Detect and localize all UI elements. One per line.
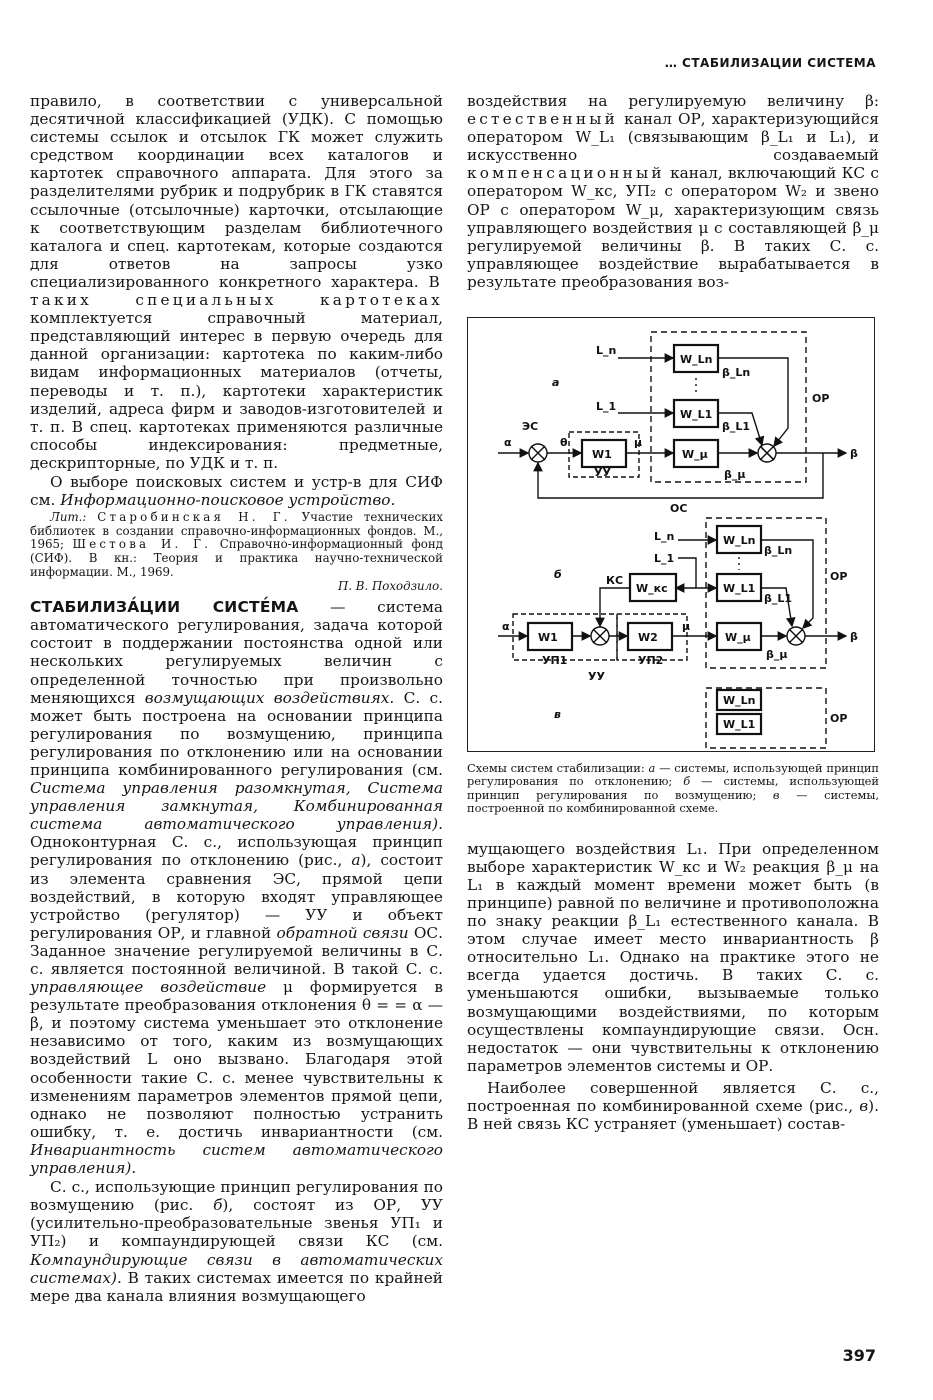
alpha-label-a: α [504,436,512,450]
w-mu-label-a: W_μ [682,448,708,462]
figure-caption [467,762,879,816]
ln-label-a: L_n [596,344,617,358]
page-number: 397 [842,1346,876,1365]
text: О выборе поисковых систем и устр-в для СИФ см. [30,472,443,510]
mu-label-b: μ [682,620,691,634]
cross-reference[interactable]: обратной связи [276,923,409,942]
left-column [30,92,443,1305]
beta-mu-label-a: β_μ [724,468,746,482]
or-label-b: ОР [830,570,848,584]
uu-label-b: УУ [588,670,605,684]
figure-ref: б [683,774,691,789]
figure-ref: а [351,851,361,870]
text: ). В ней связь КС устраняет (уменьшает) состав- [467,1096,879,1134]
paragraph-invariance: мущающего воздействия L₁. При определенном выборе характеристик W_кс и W₂ реакция β_μ на L₁ в каждый момент времени может быть (в принципе) равной по величине и противоположна по знаку реакции β_L₁ естественного канала. В этом случае имеет место инвариантность β относительно L₁. Однако на практике этого не всегда удается достичь. В таких С. с. уменьшаются ошибки, вызываемые только возмущающими воздействиями, по которым осуществлены компаундирующие связи. Осн. недостаток — они чувствительны к отклонению параметров элементов системы и ОР. [467,839,879,1075]
text: Схемы систем стабилизации: [467,761,645,776]
text-spaced: В таких специальных картотеках [30,272,443,310]
text-spaced: естественный [467,110,618,129]
text: Справочно-информационный фонд (СИФ). В кн.: Теория и практика научно-технической информации. М., 1969. [30,537,443,579]
label-c: в [554,708,561,722]
beta-ln-label-a: β_Ln [722,366,751,380]
headword: СТАБИЛИЗА́ЦИИ СИСТЕ́МА [30,598,299,617]
cross-reference[interactable]: управляющее воздействие [30,978,267,997]
or-label-c: ОР [830,712,848,726]
w-l1-label-a: W_L1 [680,408,713,422]
lit-author: Старобинская Н. Г. [97,510,291,525]
ks-label-b: КС [606,574,624,588]
lit-label: Лит.: [50,510,87,525]
text: Участие технических библиотек в создании справочно-информационных фондов. М., 1965; [30,510,444,552]
figure-ref: б [213,1196,223,1215]
figure-ref: в [772,787,780,802]
text: В таких системах имеется по крайней мере два канала влияния возмущающего [30,1268,443,1305]
cross-reference[interactable]: возмущающих воздействиях. [144,688,395,707]
beta-ln-label-b: β_Ln [764,544,793,558]
text: μ формируется в результате преобразования отклонения θ = = α — β, и поэтому система уменьшает это отклонение независимо от того, каким из возмущающих воздействий L оно вызвано. Благодаря этой особенности такие С. с. менее чувствительны к изменениям параметров элементов прямой цепи, однако не позволяют полностью устранить ошибку, т. е. достичь инвариантности (см. [30,978,443,1141]
w-l1-label-c: W_L1 [723,718,756,732]
figure-block-diagrams [467,317,875,752]
cross-reference[interactable]: Информационно-поисковое устройство. [60,491,396,510]
w-ks-label-b: W_кс [636,582,668,596]
w-ln-label-c: W_Ln [723,694,756,708]
uu-label-a: УУ [594,466,611,480]
es-label-a: ЭС [522,420,539,434]
beta-label-a: β [850,447,858,461]
text: правило, в соответствии с универсальной десятичной классификацией (УДК). С помощью системы ссылок и отсылок ГК может служить средством координации всех каталогов и картотек справочного аппарата. Для этого за разделителями рубрик и подрубрик в ГК ставятся ссылочные (отсылочные) карточки, отсылающие к соответствующим разделам библиотечного каталога и спец. картотекам, которые создаются для ответов на запросы узко специализированного конкретного характера. [30,92,443,291]
up1-label-b: УП1 [542,654,568,668]
paragraph-continued [30,92,443,472]
text: — системы, использующей принцип регулирования по возмущению; [467,774,880,802]
running-head: … СТАБИЛИЗАЦИИ СИСТЕМА [664,56,876,70]
text: ), состоят из ОР, УУ (усилительно-преобразовательные звенья УП₁ и УП₂) и компаундирующей связи КС (см. [30,1196,443,1251]
text: комплектуется справочный материал, представляющий интерес в первую очередь для данной организации: картотека по каким-либо видам информационных материалов (отчеты, переводы и т. п.), картотеки характеристик изделий, адреса фирм и заводов-изготовителей и т. п. В спец. картотеках применяются различные способы индексирования: предметные, дескрипторные, по УДК и т. п. [30,309,443,472]
cross-reference[interactable]: Компаундирующие связи в автоматических системах). [30,1250,443,1287]
diagrams-svg [468,318,874,751]
or-label-a: ОР [812,392,830,406]
beta-mu-label-b: β_μ [766,648,788,662]
label-a: а [552,376,560,390]
figure-ref: в [859,1096,869,1115]
text: ), состоит из элемента сравнения ЭС, прямой цепи воздействий, в которую входят управляющее устройство (регулятор) — УУ и объект регулирования ОР, и главной [30,851,443,942]
text: канал, включающий КС с оператором W_кс, УП₂ с оператором W₂ и звено ОР с оператором W_μ, характеризующим связь управляющего воздействия μ с составляющей β_μ регулируемой величины β. В таких С. с. управляющее воздействие вырабатывается в результате преобразования воз- [467,164,879,291]
text: С. с., использующие принцип регулирования по возмущению (рис. [30,1178,443,1215]
w-ln-label-a: W_Ln [680,353,713,367]
text: ОС. Заданное значение регулируемой величины в С. с. является постоянной величиной. В такой С. с. [30,923,443,978]
w-l1-label-b: W_L1 [723,582,756,596]
text: Наиболее совершенной является С. с., построенная по комбинированной схеме (рис., [467,1078,879,1115]
paragraph-see-also [30,473,443,509]
theta-label-a: θ [560,436,568,450]
text: канал ОР, характеризующийся оператором W_L₁ (связывающим β_L₁ и L₁), и искусственно создаваемый [467,110,879,165]
article-stabilization-system [30,598,443,1177]
beta-label-b: β [850,630,858,644]
mu-label-a: μ [634,436,643,450]
text: — система автоматического регулирования, задача которой состоит в поддержании постоянства одной или нескольких регулируемых величин с определенной точностью при произвольно меняющихся [30,598,443,707]
paragraph-channels [467,92,879,291]
lit-author: Шестова И. Г. [72,537,212,552]
beta-l1-label-b: β_L1 [764,592,793,606]
up2-label-b: УП2 [638,654,664,668]
ln-label-b: L_n [654,530,675,544]
paragraph-disturbance [30,1178,443,1305]
text: С. с. может быть построена на основании принципа регулирования по возмущению, принципа регулирования по отклонению или на основании принципа комбинированного регулирования (см. [30,688,443,779]
author-signature: П. В. Походзило. [338,579,443,594]
cross-reference[interactable]: Инвариантность систем автоматического управления). [30,1140,443,1178]
right-column [467,92,879,1133]
l1-label-b: L_1 [654,552,675,566]
w2-label-b: W2 [638,631,658,645]
figure-ref: а [648,761,656,776]
text: воздействия на регулируемую величину β: [467,92,879,110]
literature [30,511,443,579]
w1-label-b: W1 [538,631,558,645]
paragraph-combined [467,1079,879,1133]
cross-reference[interactable]: Система управления разомкнутая, Система управления замкнутая, Комбинированная система автоматического управления). [30,779,443,834]
text: — системы, использующей принцип регулирования по отклонению; [467,761,880,789]
w1-label-a: W1 [592,448,612,462]
os-label-a: ОС [670,502,688,516]
text: — системы, построенной по комбинированной схеме. [467,787,880,816]
text-spaced: компенсационный [467,164,665,183]
w-ln-label-b: W_Ln [723,534,756,548]
beta-l1-label-a: β_L1 [722,420,751,434]
label-b: б [554,568,562,582]
l1-label-a: L_1 [596,400,617,414]
alpha-label-b: α [502,620,510,634]
text: Одноконтурная С. с., использующая принцип регулирования по отклонению (рис., [30,833,443,870]
w-mu-label-b: W_μ [725,631,751,645]
